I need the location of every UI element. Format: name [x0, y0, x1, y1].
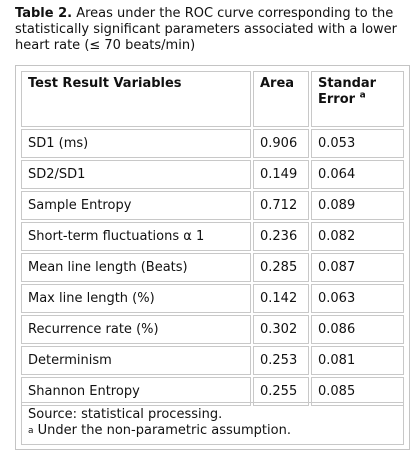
footnote-source: Source: statistical processing. [28, 407, 223, 422]
table-footnotes [21, 402, 404, 445]
cell-area: 0.906 [253, 129, 309, 158]
caption-text: Areas under the ROC curve corresponding to the statistically significant parameters associated with a lower heart rate (≤ 70 beats/min) [15, 6, 398, 53]
caption-label: Table 2. [15, 6, 73, 21]
cell-variable: SD2/SD1 [21, 160, 251, 189]
cell-se: 0.053 [311, 129, 404, 158]
cell-area: 0.712 [253, 191, 309, 220]
table-caption [15, 6, 415, 54]
table-row [21, 222, 404, 251]
header-row [21, 71, 404, 127]
header-area: Area [253, 71, 309, 127]
cell-variable: SD1 (ms) [21, 129, 251, 158]
cell-se: 0.082 [311, 222, 404, 251]
results-table [19, 69, 406, 408]
cell-se: 0.089 [311, 191, 404, 220]
header-standard-error [311, 71, 404, 127]
header-se-line1: Standar [318, 76, 377, 91]
header-se-footnote-mark: a [359, 90, 366, 101]
table-row [21, 315, 404, 344]
cell-area: 0.142 [253, 284, 309, 313]
table-row [21, 253, 404, 282]
cell-variable: Mean line length (Beats) [21, 253, 251, 282]
header-se-line2: Error [318, 92, 356, 107]
cell-area: 0.302 [253, 315, 309, 344]
cell-se: 0.081 [311, 346, 404, 375]
cell-area: 0.253 [253, 346, 309, 375]
table-row [21, 346, 404, 375]
cell-area: 0.149 [253, 160, 309, 189]
table-frame [15, 65, 410, 450]
footnote-mark: a [28, 426, 34, 436]
footnote-note [28, 423, 397, 439]
footnote-text: Under the non-parametric assumption. [33, 423, 291, 438]
table-row [21, 191, 404, 220]
cell-area: 0.236 [253, 222, 309, 251]
cell-se: 0.085 [311, 377, 404, 406]
cell-se: 0.087 [311, 253, 404, 282]
cell-area: 0.285 [253, 253, 309, 282]
table-row [21, 160, 404, 189]
cell-variable: Determinism [21, 346, 251, 375]
cell-se: 0.063 [311, 284, 404, 313]
cell-variable: Recurrence rate (%) [21, 315, 251, 344]
table-row [21, 129, 404, 158]
table-row [21, 284, 404, 313]
cell-variable: Short-term fluctuations α 1 [21, 222, 251, 251]
cell-variable: Max line length (%) [21, 284, 251, 313]
header-variable: Test Result Variables [21, 71, 251, 127]
cell-variable: Shannon Entropy [21, 377, 251, 406]
cell-variable: Sample Entropy [21, 191, 251, 220]
cell-area: 0.255 [253, 377, 309, 406]
cell-se: 0.064 [311, 160, 404, 189]
cell-se: 0.086 [311, 315, 404, 344]
